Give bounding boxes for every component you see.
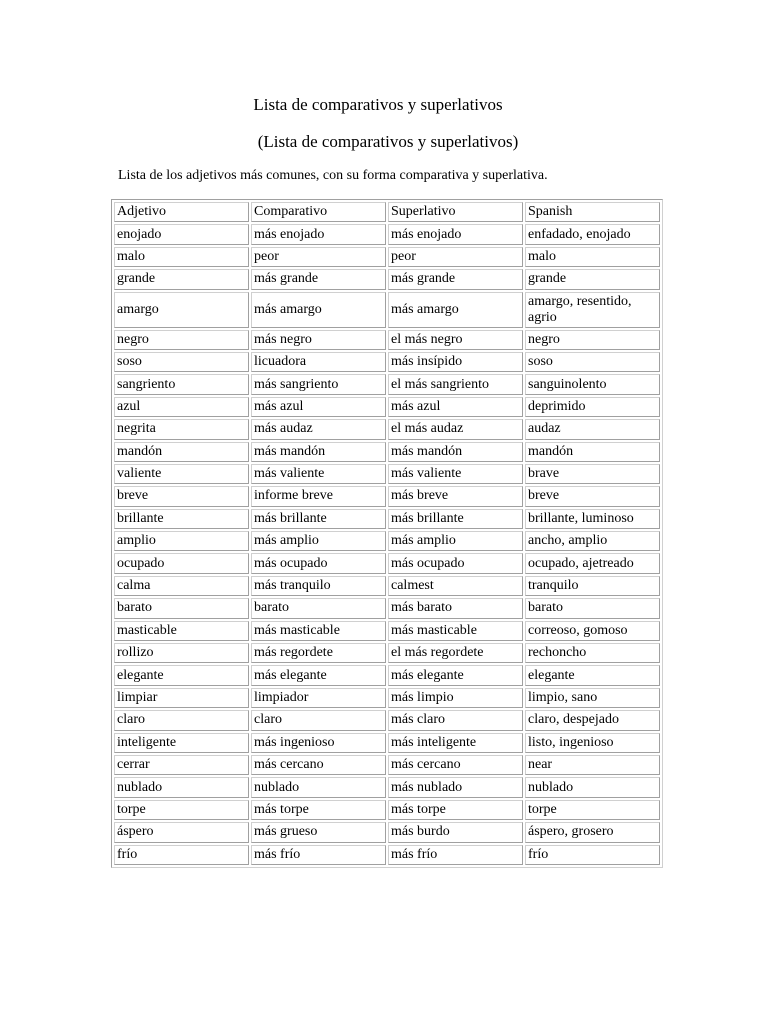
- cell-comparativo: más ocupado: [251, 553, 386, 573]
- cell-superlativo: más limpio: [388, 688, 523, 708]
- cell-spanish: ocupado, ajetreado: [525, 553, 660, 573]
- cell-spanish: frío: [525, 845, 660, 865]
- table-row: [114, 800, 660, 820]
- comparatives-table: [111, 199, 663, 868]
- cell-spanish: limpio, sano: [525, 688, 660, 708]
- cell-superlativo: más ocupado: [388, 553, 523, 573]
- cell-comparativo: más negro: [251, 330, 386, 350]
- cell-superlativo: más insípido: [388, 352, 523, 372]
- cell-comparativo: más enojado: [251, 224, 386, 244]
- cell-adjetivo: áspero: [114, 822, 249, 842]
- cell-comparativo: más amplio: [251, 531, 386, 551]
- cell-spanish: deprimido: [525, 397, 660, 417]
- cell-superlativo: más amplio: [388, 531, 523, 551]
- cell-spanish: malo: [525, 247, 660, 267]
- cell-spanish: near: [525, 755, 660, 775]
- cell-superlativo: más inteligente: [388, 733, 523, 753]
- intro-paragraph: Lista de los adjetivos más comunes, con su forma comparativa y superlativa.: [118, 168, 548, 183]
- cell-spanish: brave: [525, 464, 660, 484]
- cell-spanish: soso: [525, 352, 660, 372]
- cell-adjetivo: amplio: [114, 531, 249, 551]
- table-row: [114, 419, 660, 439]
- document-title: Lista de comparativos y superlativos: [253, 95, 503, 114]
- table-row: [114, 822, 660, 842]
- table-row: [114, 643, 660, 663]
- cell-superlativo: más grande: [388, 269, 523, 289]
- cell-comparativo: más grande: [251, 269, 386, 289]
- cell-comparativo: barato: [251, 598, 386, 618]
- cell-adjetivo: nublado: [114, 777, 249, 797]
- table-row: [114, 374, 660, 394]
- cell-comparativo: más mandón: [251, 442, 386, 462]
- cell-adjetivo: sangriento: [114, 374, 249, 394]
- cell-comparativo: limpiador: [251, 688, 386, 708]
- header-adjetivo: Adjetivo: [114, 202, 249, 222]
- table-row: [114, 442, 660, 462]
- table-row: [114, 531, 660, 551]
- table-header-row: [114, 202, 660, 222]
- cell-spanish: elegante: [525, 665, 660, 685]
- cell-adjetivo: azul: [114, 397, 249, 417]
- cell-spanish: barato: [525, 598, 660, 618]
- cell-adjetivo: enojado: [114, 224, 249, 244]
- cell-comparativo: más tranquilo: [251, 576, 386, 596]
- cell-adjetivo: barato: [114, 598, 249, 618]
- cell-comparativo: más torpe: [251, 800, 386, 820]
- cell-spanish: claro, despejado: [525, 710, 660, 730]
- cell-spanish: áspero, grosero: [525, 822, 660, 842]
- cell-superlativo: el más audaz: [388, 419, 523, 439]
- table-row: [114, 733, 660, 753]
- cell-adjetivo: elegante: [114, 665, 249, 685]
- table-row: [114, 397, 660, 417]
- header-superlativo: Superlativo: [388, 202, 523, 222]
- cell-spanish: rechoncho: [525, 643, 660, 663]
- cell-adjetivo: malo: [114, 247, 249, 267]
- table-row: [114, 269, 660, 289]
- cell-comparativo: nublado: [251, 777, 386, 797]
- cell-adjetivo: breve: [114, 486, 249, 506]
- cell-superlativo: más breve: [388, 486, 523, 506]
- cell-comparativo: más regordete: [251, 643, 386, 663]
- cell-adjetivo: valiente: [114, 464, 249, 484]
- cell-superlativo: más brillante: [388, 509, 523, 529]
- cell-superlativo: más azul: [388, 397, 523, 417]
- cell-spanish: ancho, amplio: [525, 531, 660, 551]
- cell-comparativo: más valiente: [251, 464, 386, 484]
- cell-adjetivo: inteligente: [114, 733, 249, 753]
- cell-adjetivo: soso: [114, 352, 249, 372]
- cell-spanish: listo, ingenioso: [525, 733, 660, 753]
- cell-superlativo: más frío: [388, 845, 523, 865]
- cell-spanish: torpe: [525, 800, 660, 820]
- cell-comparativo: más grueso: [251, 822, 386, 842]
- cell-spanish: negro: [525, 330, 660, 350]
- cell-comparativo: peor: [251, 247, 386, 267]
- cell-superlativo: el más sangriento: [388, 374, 523, 394]
- cell-spanish: audaz: [525, 419, 660, 439]
- cell-spanish: brillante, luminoso: [525, 509, 660, 529]
- cell-comparativo: más azul: [251, 397, 386, 417]
- cell-superlativo: más masticable: [388, 621, 523, 641]
- cell-comparativo: más elegante: [251, 665, 386, 685]
- cell-comparativo: más amargo: [251, 292, 386, 328]
- table-row: [114, 576, 660, 596]
- cell-comparativo: más frío: [251, 845, 386, 865]
- table-row: [114, 292, 660, 328]
- cell-adjetivo: rollizo: [114, 643, 249, 663]
- cell-superlativo: el más negro: [388, 330, 523, 350]
- comparatives-table-body: [114, 202, 660, 865]
- cell-comparativo: claro: [251, 710, 386, 730]
- cell-adjetivo: claro: [114, 710, 249, 730]
- cell-spanish: tranquilo: [525, 576, 660, 596]
- cell-adjetivo: frío: [114, 845, 249, 865]
- table-row: [114, 352, 660, 372]
- cell-spanish: breve: [525, 486, 660, 506]
- cell-adjetivo: ocupado: [114, 553, 249, 573]
- table-row: [114, 224, 660, 244]
- cell-superlativo: más nublado: [388, 777, 523, 797]
- cell-comparativo: más brillante: [251, 509, 386, 529]
- cell-adjetivo: mandón: [114, 442, 249, 462]
- table-row: [114, 464, 660, 484]
- table-row: [114, 665, 660, 685]
- cell-spanish: nublado: [525, 777, 660, 797]
- cell-superlativo: peor: [388, 247, 523, 267]
- table-row: [114, 330, 660, 350]
- cell-superlativo: calmest: [388, 576, 523, 596]
- table-row: [114, 621, 660, 641]
- table-row: [114, 509, 660, 529]
- cell-comparativo: más masticable: [251, 621, 386, 641]
- cell-adjetivo: limpiar: [114, 688, 249, 708]
- table-row: [114, 777, 660, 797]
- cell-comparativo: más ingenioso: [251, 733, 386, 753]
- table-row: [114, 553, 660, 573]
- table-row: [114, 845, 660, 865]
- cell-adjetivo: calma: [114, 576, 249, 596]
- cell-adjetivo: cerrar: [114, 755, 249, 775]
- cell-superlativo: más valiente: [388, 464, 523, 484]
- table-row: [114, 486, 660, 506]
- cell-spanish: sanguinolento: [525, 374, 660, 394]
- table-row: [114, 247, 660, 267]
- cell-adjetivo: amargo: [114, 292, 249, 328]
- cell-superlativo: más barato: [388, 598, 523, 618]
- cell-superlativo: más mandón: [388, 442, 523, 462]
- cell-superlativo: más cercano: [388, 755, 523, 775]
- cell-comparativo: más cercano: [251, 755, 386, 775]
- header-spanish: Spanish: [525, 202, 660, 222]
- cell-superlativo: más burdo: [388, 822, 523, 842]
- cell-superlativo: más enojado: [388, 224, 523, 244]
- cell-adjetivo: negrita: [114, 419, 249, 439]
- document-subtitle: (Lista de comparativos y superlativos): [257, 132, 519, 151]
- cell-adjetivo: torpe: [114, 800, 249, 820]
- cell-spanish: amargo, resentido, agrio: [525, 292, 660, 328]
- cell-comparativo: licuadora: [251, 352, 386, 372]
- cell-comparativo: informe breve: [251, 486, 386, 506]
- cell-spanish: mandón: [525, 442, 660, 462]
- header-comparativo: Comparativo: [251, 202, 386, 222]
- cell-comparativo: más audaz: [251, 419, 386, 439]
- cell-adjetivo: grande: [114, 269, 249, 289]
- table-row: [114, 755, 660, 775]
- cell-adjetivo: negro: [114, 330, 249, 350]
- cell-spanish: correoso, gomoso: [525, 621, 660, 641]
- cell-superlativo: más torpe: [388, 800, 523, 820]
- table-row: [114, 598, 660, 618]
- cell-superlativo: el más regordete: [388, 643, 523, 663]
- cell-superlativo: más claro: [388, 710, 523, 730]
- cell-superlativo: más amargo: [388, 292, 523, 328]
- cell-spanish: grande: [525, 269, 660, 289]
- table-row: [114, 710, 660, 730]
- table-row: [114, 688, 660, 708]
- cell-adjetivo: brillante: [114, 509, 249, 529]
- cell-superlativo: más elegante: [388, 665, 523, 685]
- cell-comparativo: más sangriento: [251, 374, 386, 394]
- cell-spanish: enfadado, enojado: [525, 224, 660, 244]
- cell-adjetivo: masticable: [114, 621, 249, 641]
